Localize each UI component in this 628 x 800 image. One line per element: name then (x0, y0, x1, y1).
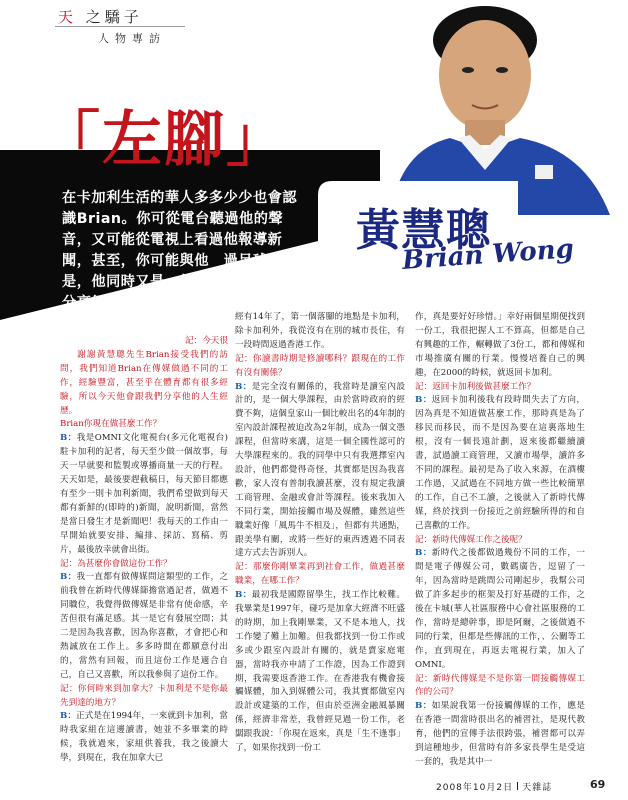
series-rest: 之驕子 (85, 8, 143, 26)
answer: B：是完全沒有關係的，我當時是讀室內設計的，是一個大學課程，由於當時政府的經費不夠，這個皇家山一個比較出名的4年制的室內設計課程被迫改為2年制，成為一個文憑課程，但當時來講，這是一個全國性認可的大學課程來的。我的同學中只有我選擇室內設計，他們都覺得奇怪，其實都是因為我喜歡，家人沒有普制我讀甚麼，沒有規定我讀工商管理、金融或會計等課程。後來我加入不同行業，開始接觸市場及媒體，雖然這些職業好像「風馬牛不相及」，但都有共通點，跟美學有關，或將一些好的東西透過不同表達方式去告訴別人。 (235, 381, 405, 559)
answer: B：最初我是國際留學生，找工作比較難。我畢業是1997年，碰巧是加拿大經濟不旺盛的時期，加上我剛畢業，又不是本地人，找工作變了難上加難。但我都找到一份工作或多或少跟室內設計有關的，就是賣家庭電器，當時我亦申請了工作證，因為工作證到期，我需要返香港工作。在香港我有機會接觸媒體，加入到媒體公司，我其實都做室內設計或建築的工作，但由於亞洲金融風暴關係，經濟非常差，我曾經見過一份工作，老闆跟我說：「你現在返來，真是「生不逢事」了，如果你找到一份工 (235, 590, 405, 754)
reporter-credit: 記：今天很 (185, 336, 228, 346)
person-name-english: Brian Wong (401, 234, 575, 276)
article-column-2 (235, 311, 405, 756)
answer: B：返回卡加利後我有段時間失去了方向，因為真是不知道做甚麼工作，那時真是為了移民而移民，而不是因為要在這裏落地生根，沒有一個長遠計劃，返來後都繼續讀書，試過讀工商管理，又讀市場學，讀許多不同的課程。最初是為了收入來源，在酒樓工作過，又試過在不同地方做一些比較簡單的工作，自己不工讀，之後就入了新時代傳媒，終於找到一份接近之前經驗所得的和自己喜歡的工作。 (415, 395, 585, 531)
article-column-3 (415, 311, 585, 770)
paragraph: 經有14年了，第一個落腳的地點是卡加利，除卡加利外，我從沒有在別的城市長住，有一段時間返過香港工作。 (235, 312, 405, 350)
answer-prefix: B： (60, 572, 77, 583)
column-subtitle: 人物專訪 (98, 32, 166, 45)
answer: B：如果說我第一份接觸傳媒的工作，應是在香港一間當時很出名的補習社，是現代教育，他們的宣傳手法很跨張，補習都可以弄到這種地步，但當時有許多家長學生是受這一套的，我是其中一 (415, 701, 585, 767)
page-number: 69 (590, 778, 606, 791)
headline: 「左腳」 (40, 105, 288, 175)
answer: B：正式是在1994年，一來就到卡加利，當時我家組在這邊讀書，她並不多畢業的時候，我就過來，家組供養我，我之後讀大學，到現在，我在加拿大已 (60, 711, 229, 764)
intro-text: 在卡加利生活的華人多多少少也會認識Brian。你可從電台聽過他的聲音，又可能從電視上看過他報導新聞，甚至，你可能與他 過足球。但是，他同時又是一個很愛與人傾談、分享經驗的人。 (62, 190, 298, 311)
issue-date: 2008年10月2日 (436, 783, 514, 793)
answer-prefix: B： (415, 395, 432, 406)
question: 記：那麼你剛畢業再到社會工作，做過甚麼職業，在哪工作？ (235, 562, 405, 587)
question: 記：為甚麼你會做這份工作？ (60, 558, 172, 569)
footer-line (436, 780, 552, 793)
column-series-title (58, 6, 143, 27)
person-name-chinese: 黃慧聰 (356, 205, 491, 256)
answer-prefix: B： (235, 590, 252, 601)
question: Brian你現在做甚麼工作？ (60, 419, 162, 430)
answer: B：我一直都有做傳媒問這類型的工作，之前我曾在新時代傳媒篩擔當過記者，做過不同職位，我覺得做傳媒是非常有使命感，辛苦但很有滿足感。其一是它有發展空間；其二是因為我喜歡，因為你喜歡，才會把心和熱誠放在工作上。多多時間在都願意付出的，當然有回報，而且這份工作是適合自己，自己又喜歡，所以我參與了這份工作。 (60, 572, 228, 680)
answer-prefix: B： (415, 701, 432, 712)
paragraph: 謝謝黃慧聰先生Brian接受我們的訪問，我們知道Brian在傳媒做過不同的工作，經驗豐富，甚至乎在體育都有很多經驗，所以今天他會跟我們分享他的人生經歷。 (60, 349, 228, 416)
answer: B：新時代之後都做過幾份不同的工作，一間是電子傳媒公司，數碼廣告，逗留了一年，因為當時是跳間公司剛起步，我幫公司做了許多起步的框架及打好基礎的工作，之後在卡城(華人社區服務中心會社區服務的工作，當時是總幹事，即是阿爾，之後做過不同的行業，但都是些傳訊的工作，、公關等工作，直到現在，再返去電視行業，加入了OMNI。 (415, 548, 585, 670)
answer-prefix: B： (415, 548, 432, 559)
question: 記：新時代傳媒工作之後呢？ (415, 534, 527, 545)
question: 記：新時代傳媒是不是你第一間接觸傳媒工作的公司？ (415, 673, 585, 698)
magazine-name: 天雜誌 (522, 783, 553, 793)
question: 記：你何時來到加拿大？卡加利是不是你最先到達的地方？ (60, 683, 228, 708)
answer-prefix: B： (60, 711, 77, 722)
article-column-1 (60, 335, 228, 766)
question: 記：返回卡加利後做甚麼工作？ (415, 381, 536, 392)
question: 記：你讀書時期是修讀哪科？跟現在的工作有沒有關係？ (235, 353, 405, 378)
answer: B：我是OMNI文化電視台(多元化電視台)駐卡加利的記者，每天至少做一個故事，每天一早就要和監製或導播商量一天的行程。天天如是，最後要趕截稿日，每天節目都應有至少一則卡加利新聞，我們希望做到每天都有新鮮的(即時的)新聞，說明新聞，當然是當日發生才是新聞吧！我每天的工作由一早開始就要安排、編排、採訪、寫稿、剪片，最後放幸就會出街。 (60, 433, 229, 555)
paragraph: 作，真是要好好珍惜。」幸好兩個星期便找到一份工，我很把握人工不算高，但都是自己有興趣的工作，輾轉做了3份工，都和傳媒和市場推廣有關的行業。慢慢培養自己的興趣，在2000的時候，就返回卡加利。 (415, 312, 585, 378)
series-first-char: 天 (58, 8, 78, 26)
answer-prefix: B： (60, 433, 77, 444)
footer-divider (517, 782, 518, 790)
answer-prefix: B： (235, 381, 252, 392)
